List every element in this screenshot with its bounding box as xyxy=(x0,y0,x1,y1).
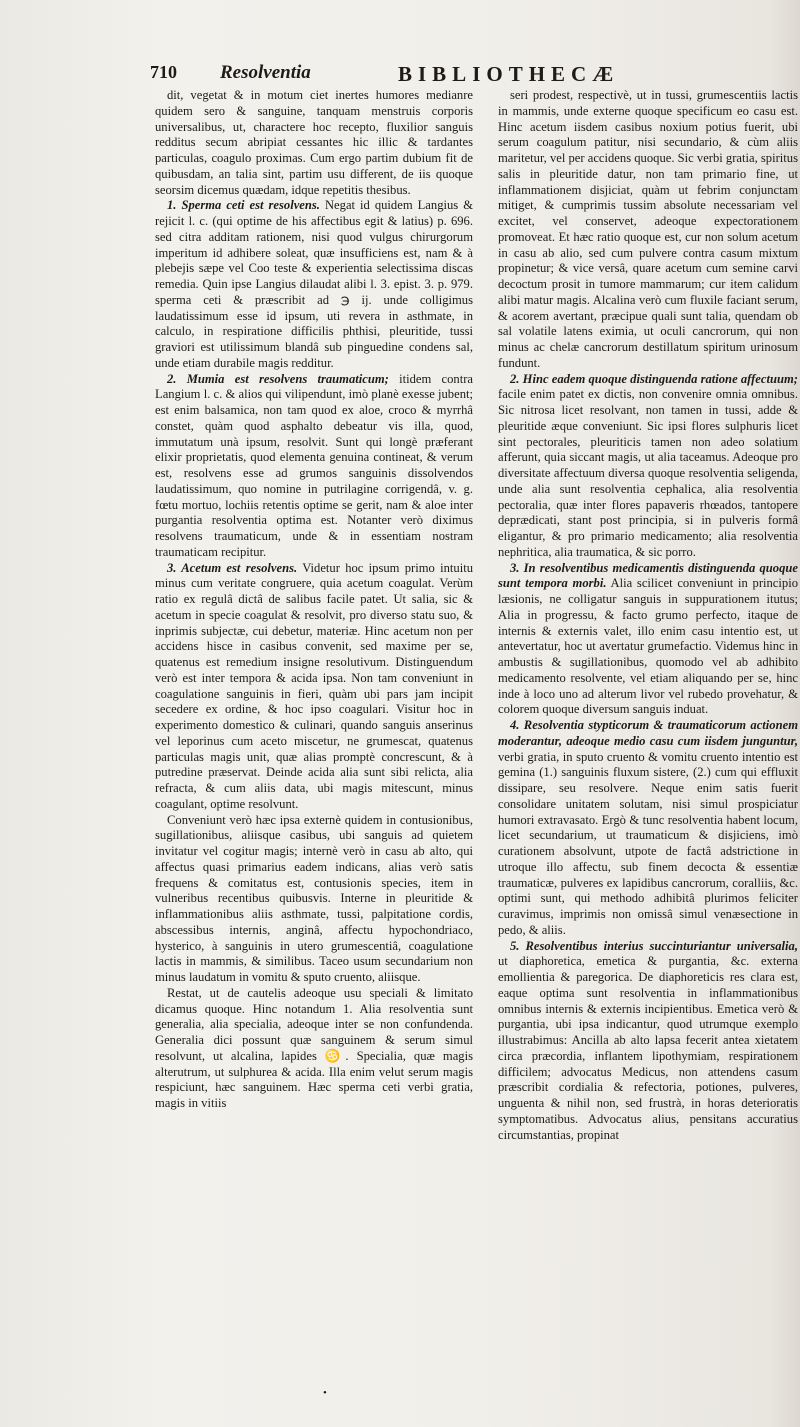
running-head-right: BIBLIOTHECÆ xyxy=(398,62,620,86)
paragraph: seri prodest, respectivè, ut in tussi, grumescentiis lactis in mammis, unde externe quoque specificum eo casu est. Hinc acetum iisdem casibus noxium potius fuerit, ubi serum coagulum patitur, nisi secundario, & cùm aliis maritetur, vel per accidens quoque. Sic verbi gratia, spiritus salis in pleuritide datur, non tam primario fine, ut inflammationem disjiciat, quàm ut febrim conjunctam mitiget, & cumprimis tussim absolute necessariam vel excitet, vel conservet, adeoque expectorationem promoveat. Et hæc ratio quoque est, cur non solum acetum in casu ab alio, sed cum pulvere contra casum mixtum propinetur; & vice versâ, quare acetum cum semine carvi decoctum prosit in tumore mammarum; cur item calidum alibi matur magis. Alcalina verò cum fluxile faciant serum, & acorem avertant, præcipue quali sunt talia, quendam ob sal volatile latens eximia, ut oculi cancrorum, qui non minus ac chelæ cancrorum destillatum spiritum urinosum fundunt. xyxy=(498,88,798,370)
running-head-left: Resolventia xyxy=(220,62,311,83)
paragraph: 2. Hinc eadem quoque distinguenda ratione affectuum; facile enim patet ex dictis, non convenire omnia omnibus. Sic nitrosa licet resolvant, non tamen in tussi, adde & pleuritide æque conveniunt. Sic ipsi flores sulphuris licet sint pectorales, pleuriticis tamen non adeo solatium afferunt, quia siccant magis, ut alia taceamus. Adeoque pro diversitate affectuum diversa quoque resolventia seligenda, unde alia sunt resolventia cephalica, alia resolventia pectoralia, quæ inter flores papaveris rhœados, tantopere deprædicati, stant post principia, si in pulveris formâ eligantur, & pro primario medicamento; alia resolventia nephritica, alia traumatica, & sic porro. xyxy=(498,371,798,559)
paragraph: Conveniunt verò hæc ipsa externè quidem in contusionibus, sugillationibus, aliisque casibus, ubi sanguis ad quietem invitatur vel cogitur magis; internè verò in casu ab alto, qui affectus quasi primarius eadem indicans, alias verò satis frequens & comitatus est, contusionis species, item in vulneribus recentibus quibusvis. Interne in pleuritide & inflammationibus aliis asthmate, tussi, palpitatione cordis, abscessibus internis, anginâ, affectu hypochondriaco, hysterico, à sanguinis in utero grumescentiâ, coagulatione lactis in mammis, & similibus. Taceo usum secundarium non minus laudatum in vomitu & sputo cruento, aliisque. xyxy=(155,812,473,984)
paragraph: 3. In resolventibus medicamentis distinguenda quoque sunt tempora morbi. Alia scilicet conveniunt in principio læsionis, ne colligatur sanguis in suppurationem itutus; Alia in progressu, & facto grumo perfecto, itaque de internis & externis valet, illo enim casu intentio est, ut antevertatur, hoc ut avertatur grumefactio. Videmus hinc in ambustis & sugillationibus, quomodo vel ab adhibito medicamento resolvente, vel etiam aliquando per se, hinc inde à loco uno ad alterum livor vel rubedo provehatur, & colorem quoque diversum sanguis induat. xyxy=(498,560,798,717)
right-text-column xyxy=(498,88,798,1378)
paragraph: 1. Sperma ceti est resolvens. Negat id quidem Langius & rejicit l. c. (qui optime de his affectibus egit & latius) p. 696. sed citra additam rationem, nisi quod vulgus chirurgorum imperitum id adhibere soleat, quæ insufficiens est, nam & à plebejis sæpe vel Coo teste & experientia selectissima discas remedia. Quin ipse Langius dilaudat alibi l. 3. epist. 3. p. 979. sperma ceti & præscribit ad ℈ ij. unde colligimus laudatissimum esse id ipsum, uti revera in asthmate, in calculo, in respiratione difficilis phthisi, pleuritide, tussi graviori est utilissimum blandâ sub pinguedine condens sal, unde etiam durabile magis redditur. xyxy=(155,198,473,370)
paragraph: 4. Resolventia stypticorum & traumaticorum actionem moderantur, adeoque medio casu cum iisdem junguntur, verbi gratia, in sputo cruento & vomitu cruento intentio est gemina (1.) sanguinis fluxum sistere, (2.) cum qui effluxit dissipare, seu resolvere. Neque enim satis fuerit consolidare unitatem solutam, nisi simul prospiciatur humori extravasato. Ergò & tunc resolventia habent locum, licet secundarium, ut traumaticum & disjiciens, imò curationem absolvunt, utpote de factâ adstrictione in utroque illo affectu, sub finem decocta & essentiæ traumaticæ, pulveres ex lapidibus cancrorum, coralliis, &c. optimi sunt, qui methodo adhibitâ plurimos feliciter curavimus, imprimis non omissâ simul venæsectione in pedo, & aliis. xyxy=(498,718,798,937)
footer-ornament: • xyxy=(323,1387,327,1399)
paragraph: dit, vegetat & in motum ciet inertes humores medianre quidem sero & sanguine, tanquam menstruis corporis universalibus, ut, charactere hoc recepto, fluxilior sanguis redditus secum abripiat cessantes hic illic & tardantes particulas, coagulo proximas. Cum ergo partim dubium fit de quibusdam, an talia sint, partim usu different, de iis quoque seorsim dicemus quædam, idque repetitis thesibus. xyxy=(155,88,473,197)
paragraph: 5. Resolventibus interius succinturiantur universalia, ut diaphoretica, emetica & purgantia, &c. externa emollientia & paregorica. De diaphoreticis res clara est, eaque optima sunt resolventia in inflammationibus omnibus internis & externis incipientibus. Emetica verò & purgantia, ubi ipsa indicantur, quod utrumque exemplo illustrabimus: Ancilla ab alto lapsa fecerit antea xietatem circa præcordia, inflantem lipothymiam, respirationem difficilem; advocatus Medicus, non attendens casum præscribit cordialia & refectoria, potiones, pulveres, unguenta & nihil non, sed frustrà, in horas deterioratis symptomatibus. Advocatus alius, pensitans accuratius circumstantias, propinat xyxy=(498,938,798,1142)
left-text-column xyxy=(155,88,473,1378)
page-number: 710 xyxy=(150,62,177,82)
paragraph: 3. Acetum est resolvens. Videtur hoc ipsum primo intuitu minus cum veritate congruere, quia acetum coagulat. Verùm ratio ex regulâ dictâ de salibus facile patet. Ut salia, sic & acetum in specie coagulat & resolvit, pro diverso statu suo, & inprimis subjectæ, cui debetur, materiæ. Hinc acetum non per accidens hisce in casibus convenit, sed maxime per se, quatenus est remedium insigne resolutivum. Distinguendum verò est inter tempora & acida ipsa. Non tam conveniunt in coagulatione sanguinis in fieri, quàm ubi pars jam incipit secedere ex ordine, & hoc ipso coagulari. Visitur hoc in experimento domestico & culinari, quando sanguis anserinus vel leporinus cum aceto miscetur, ne grumescat, quatenus particulas magis unit, quæ alias promptè concrescunt, & à putredine præservat. Deinde acida alia sunt sibi relicta, alia refracta, & cum aliis data, ubi magis mitescunt, minus coagulant, optime resolvunt. xyxy=(155,560,473,811)
running-header xyxy=(150,62,790,88)
paragraph: 2. Mumia est resolvens traumaticum; itidem contra Langium l. c. & alios qui vilipendunt, imò planè exesse jubent; est enim balsamica, non tam quod ex aloe, croco & myrrhâ constet, quàm quod asphalto debeatur vis illa, quod, immutatum unà ipsum, resolvit. Sunt qui longè præferant elixir proprietatis, quod elementa genuina contineat, & verum est, resolvens esse ad grumos sanguinis dissolvendos laudatissimum, quo nomine in putrilagine corrigendâ, v. g. fœtu mortuo, lochiis retentis optime se gerit, nam & aloe inter purgantia resolventia optima est. Notanter verò diximus resolvens traumaticum, unde & in essentiam nostram traumaticam recipitur. xyxy=(155,371,473,559)
paragraph: Restat, ut de cautelis adeoque usu speciali & limitato dicamus quoque. Hinc notandum 1. Alia resolventia sunt generalia, alia specialia, adeoque inter se non confundenda. Generalia dici possunt quæ sanguinem & serum simul resolvunt, ut alcalina, lapides ♋. Specialia, quæ magis alterutrum, ut sulphurea & acida. Illa enim velut serum magis respiciunt, hæc sanguinem. Hæc sperma ceti verbi gratia, magis in vitiis xyxy=(155,985,473,1110)
